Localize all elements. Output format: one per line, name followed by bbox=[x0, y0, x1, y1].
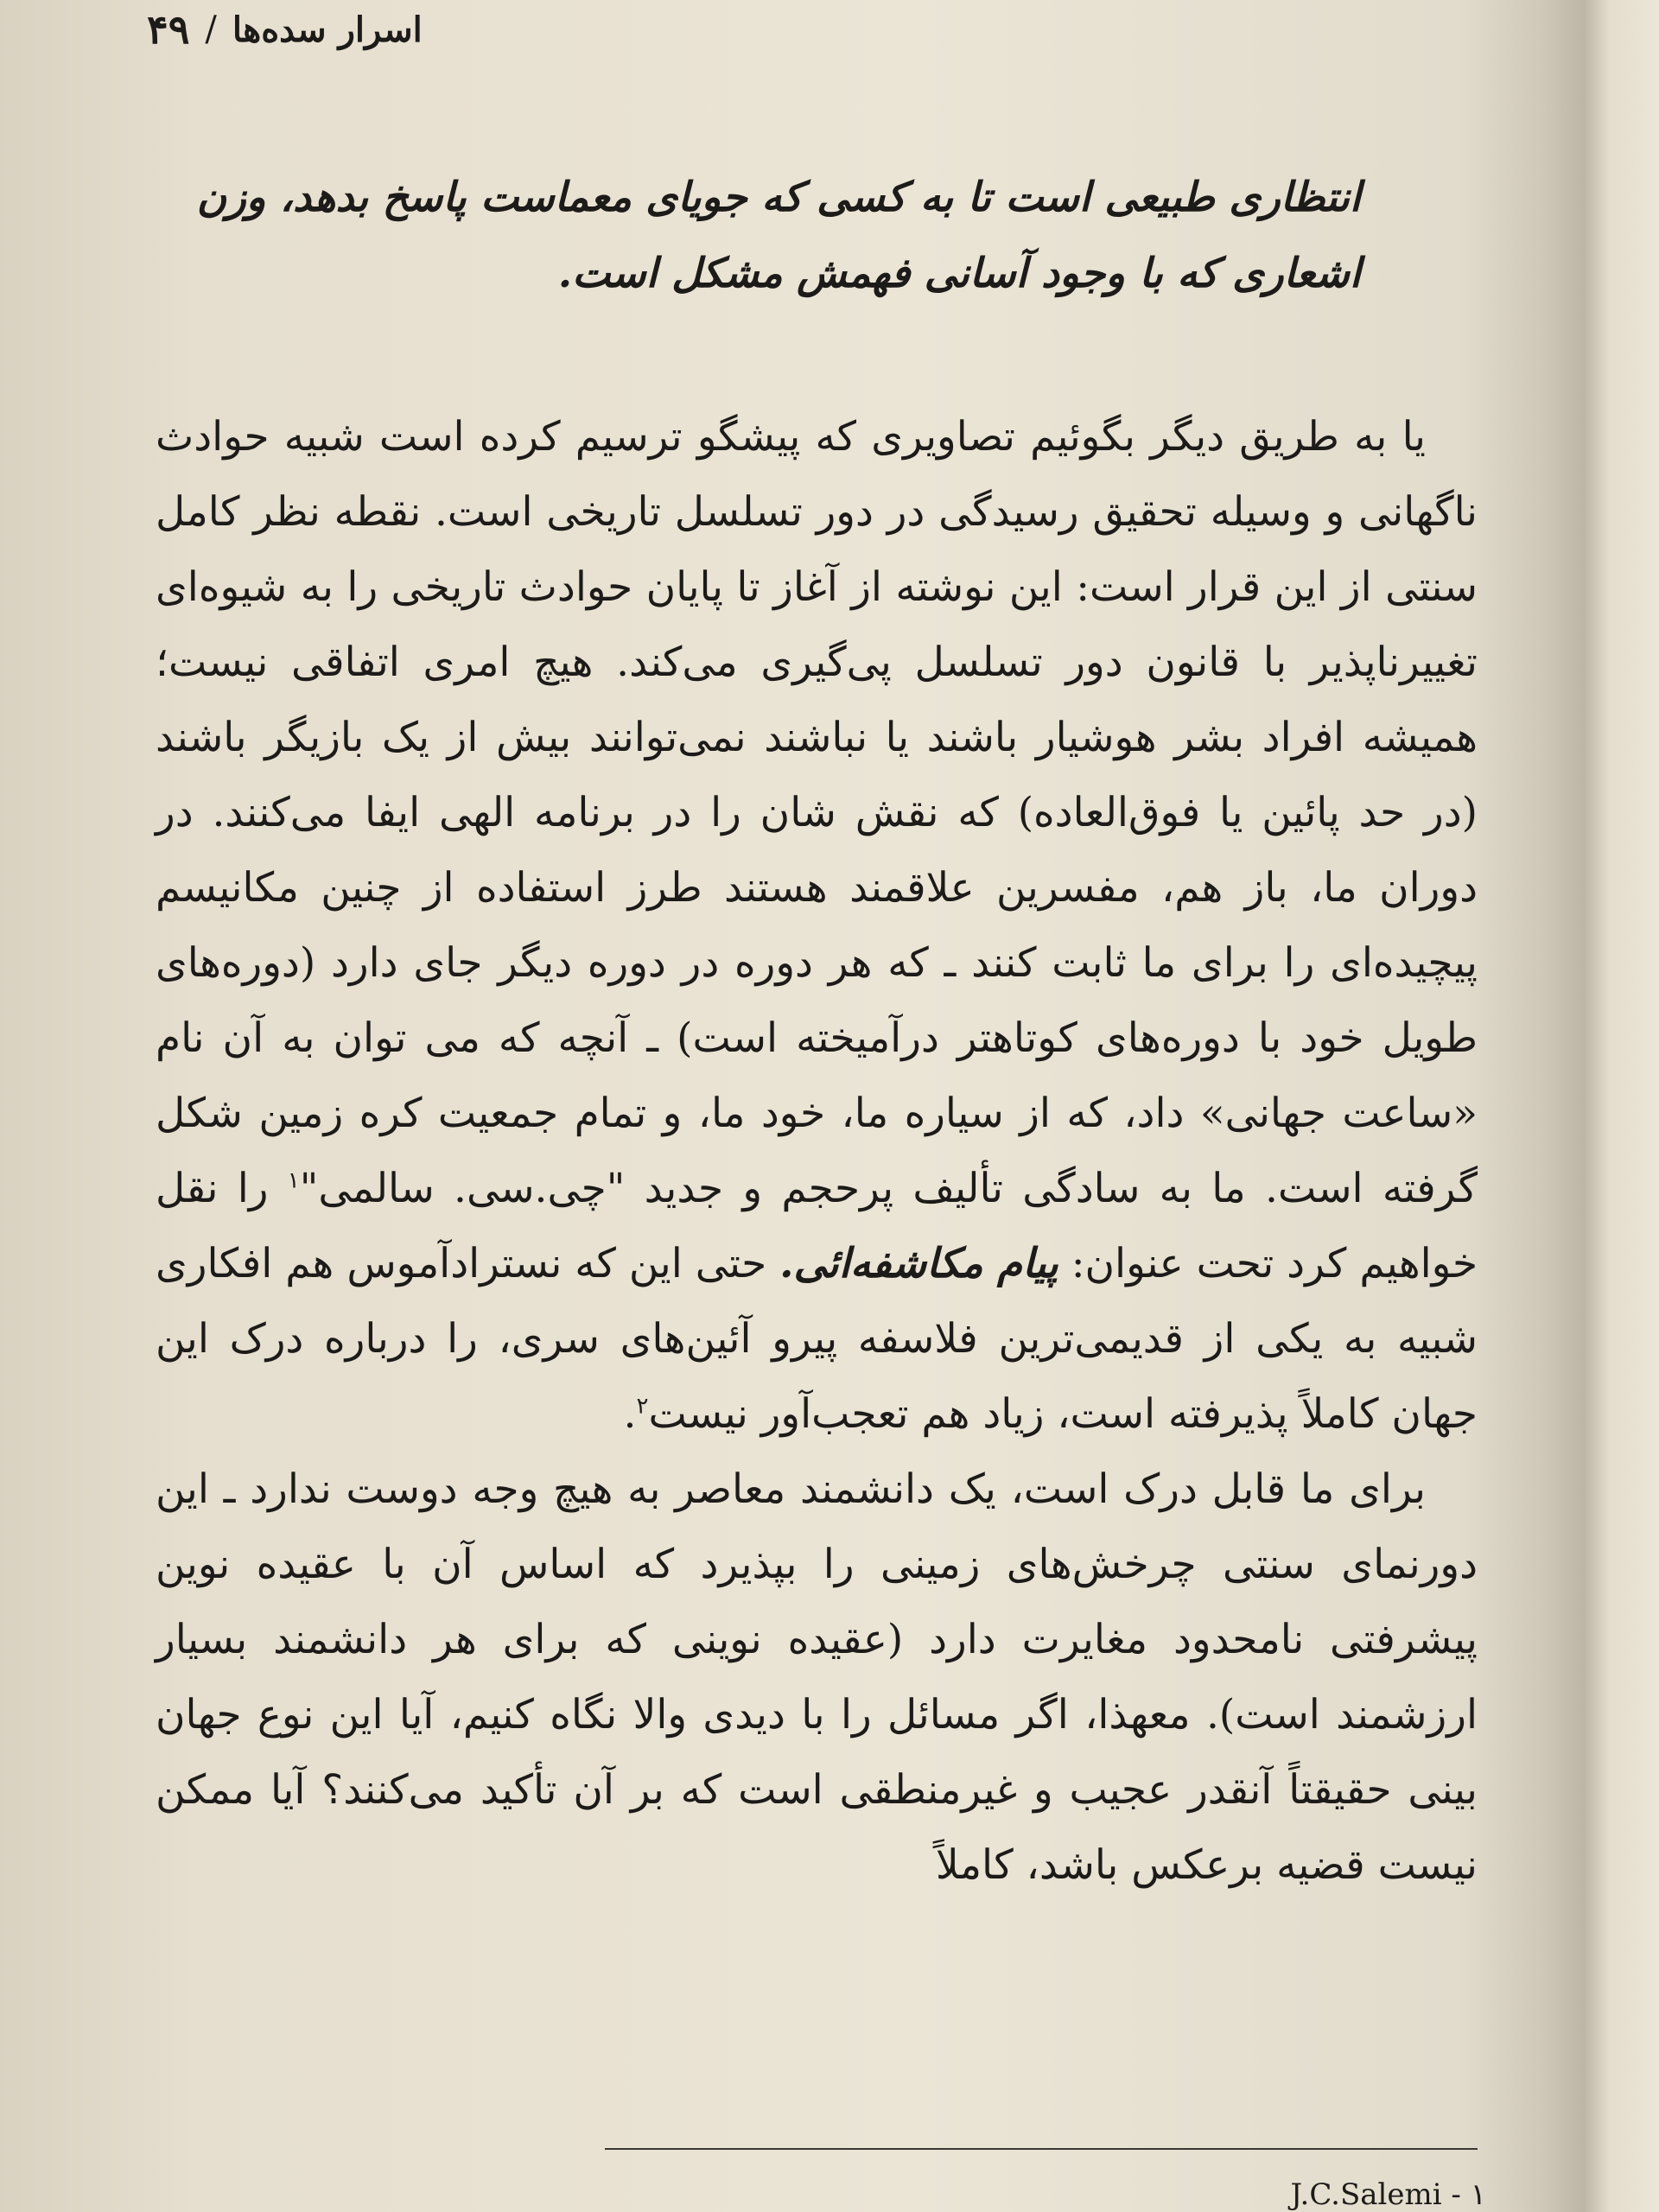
footnote-rule bbox=[605, 2148, 1478, 2150]
footnote-ref-1: ۱ bbox=[287, 1167, 300, 1194]
running-title: اسرار سده‌ها bbox=[232, 9, 423, 50]
paragraph-1 bbox=[156, 399, 1478, 1452]
footnote-ref-2: ۲ bbox=[636, 1393, 649, 1420]
body-text bbox=[156, 399, 1478, 1903]
paragraph-2: برای ما قابل درک است، یک دانشمند معاصر به هیچ وجه دوست ندارد ـ این دورنمای سنتی چرخش‌های زمینی را بپذیرد که اساس آن با عقیده نوین پیشرفتی نامحدود مغایرت دارد (عقیده نوینی که برای هر دانشمند بسیار ارزشمند است). معهذا، اگر مسائل را با دیدی والا نگاه کنیم، آیا این نوع جهان بینی حقیقتاً آنقدر عجیب و غیرمنطقی است که بر آن تأکید می‌کنند؟ آیا ممکن نیست قضیه برعکس باشد، کاملاً bbox=[156, 1465, 1478, 1889]
paragraph-1-text-b: را نقل خواهیم کرد تحت عنوان: bbox=[156, 1165, 1478, 1287]
epigraph-text: انتظاری طبیعی است تا به کسی که جویای معماست پاسخ بدهد، وزن اشعاری که با وجود آسانی فهمش مشکل است. bbox=[196, 174, 1361, 297]
book-title: پیام مکاشفه‌ائی. bbox=[779, 1240, 1058, 1287]
page-number: ۴۹ bbox=[147, 6, 190, 53]
paragraph-1-text-c: حتی این که نسترادآموس هم افکاری شبیه به یکی از قدیمی‌ترین فلاسفه پیرو آئین‌های سری، را درباره درک این جهان کاملاً پذیرفته است، زیاد هم تعجب‌آور نیست bbox=[156, 1240, 1478, 1438]
paragraph-1-end: . bbox=[623, 1390, 637, 1438]
epigraph bbox=[151, 160, 1361, 312]
running-header bbox=[147, 3, 493, 55]
footnote: J.C.Salemi - ۱ bbox=[1290, 2177, 1486, 2212]
header-separator: / bbox=[205, 10, 217, 49]
paragraph-1-text-a: یا به طریق دیگر بگوئیم تصاویری که پیشگو ترسیم کرده است شبیه حوادث ناگهانی و وسیله تحقیق رسیدگی در دور تسلسل تاریخی است. نقطه نظر کامل سنتی از این قرار است: این نوشته از آغاز تا پایان حوادث تاریخی را به شیوه‌ای تغییرناپذیر با قانون دور تسلسل پی‌گیری می‌کند. هیچ امری اتفاقی نیست؛ همیشه افراد بشر هوشیار باشند یا نباشند نمی‌توانند بیش از یک بازیگر باشند (در حد پائین یا فوق‌العاده) که نقش شان را در برنامه الهی ایفا می‌کنند. در دوران ما، باز هم، مفسرین علاقمند هستند طرز استفاده از چنین مکانیسم پیچیده‌ای را برای ما ثابت کنند ـ که هر دوره در دوره دیگر جای دارد (دوره‌های طویل خود با دوره‌های کوتاهتر درآمیخته است) ـ آنچه که می توان به آن نام «ساعت جهانی» داد، که از سیاره ما، خود ما، و تمام جمعیت کره زمین شکل گرفته است. ما به سادگی تألیف پرحجم و جدید "چی.سی. سالمی" bbox=[156, 413, 1478, 1212]
